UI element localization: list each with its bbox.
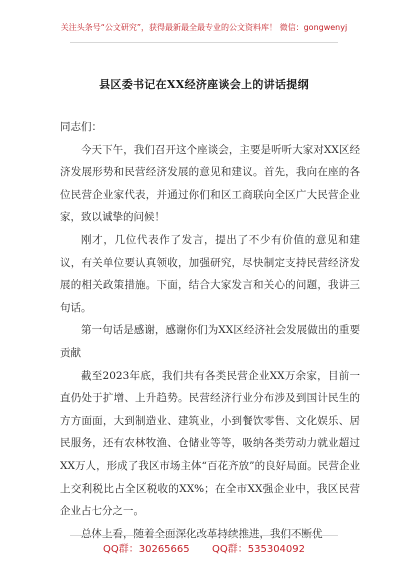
salutation: 同志们： <box>60 121 102 133</box>
footer-divider <box>70 535 338 536</box>
header-divider <box>70 42 338 43</box>
document-body <box>60 116 360 545</box>
paragraph: 总体上看，随着全面深化改革持续推进，我们不断优 <box>81 527 323 540</box>
qq-group-1[interactable]: QQ群：30265665 <box>102 544 190 555</box>
paragraph: 今天下午，我们召开这个座谈会，主要是听听大家对XX区经济发展形势和民营经济发展的意见和建议。首先，我向在座的各位民营企业家代表，并通过你们和区工商联向全区广大民营企业家，致以诚挚的问候！ <box>60 143 360 224</box>
qq-group-2[interactable]: QQ群：535304092 <box>212 544 306 555</box>
document-title: 县区委书记在XX经济座谈会上的讲话提纲 <box>99 78 309 91</box>
section-heading: 第一句话是感谢，感谢你们为XX区经济社会发展做出的重要贡献 <box>60 324 360 359</box>
promo-banner[interactable]: 关注头条号“公文研究”，获得最新最全最专业的公文资料库！ 微信：gongwenyj <box>60 23 348 32</box>
paragraph: 刚才，几位代表作了发言，提出了不少有价值的意见和建议，有关单位要认真领收，加强研究，尽快制定支持民营经济发展的相关政策措施。下面，结合大家发言和关心的问题，我讲三句话。 <box>60 233 360 314</box>
paragraph: 截至2023年底，我们共有各类民营企业XX万余家，目前一直仍处于扩增、上升趋势。民营经济行业分布涉及到国计民生的方方面面，大到制造业、建筑业，小到餐饮零售、文化娱乐、居民服务，还有农林牧渔、仓储业等等，吸纳各类劳动力就业超过XX万人，形成了我区市场主体“百花齐放”的良好局面。民营企业上交利税比占全区税收的XX%；在全市XX强企业中，我区民营企业占七分之一。 <box>60 369 360 518</box>
page-footer <box>20 540 388 555</box>
